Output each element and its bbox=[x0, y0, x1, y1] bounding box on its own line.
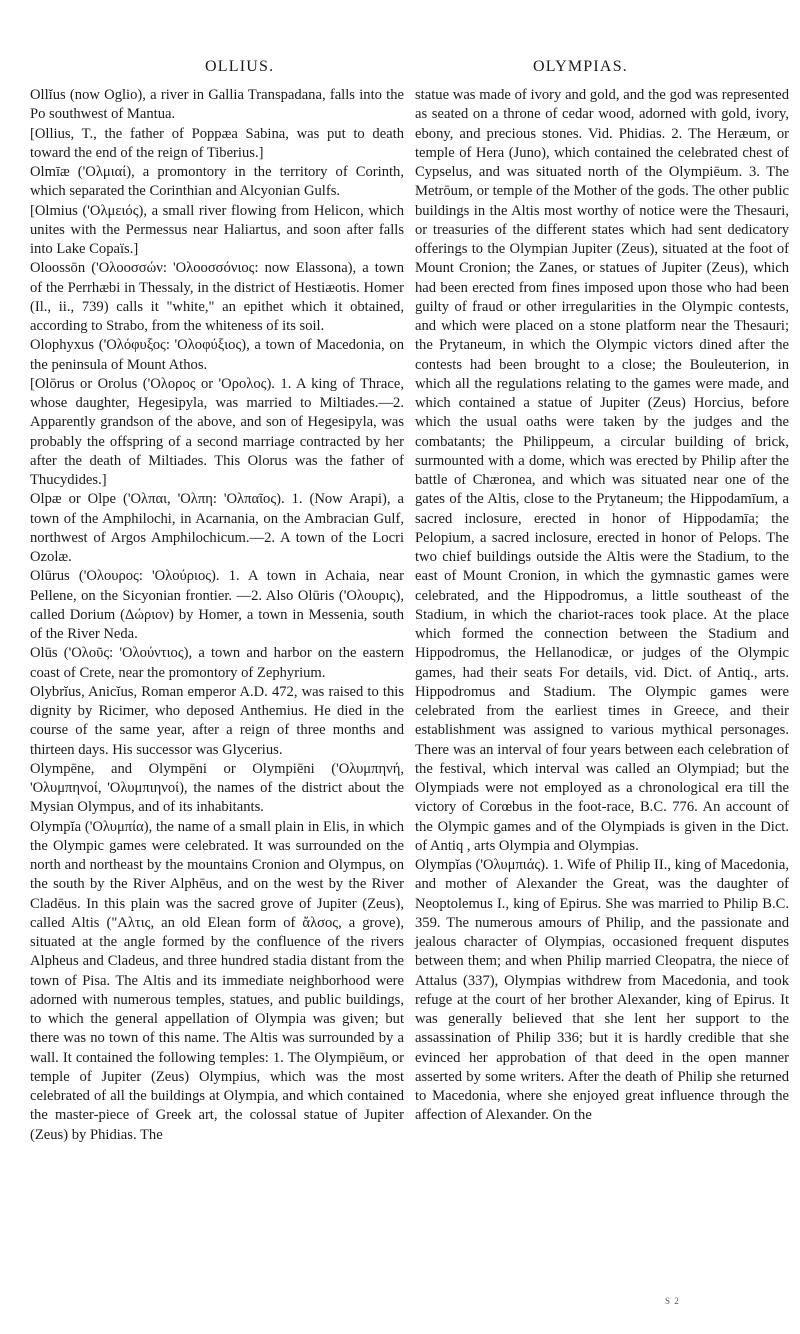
entry-olympene: Olympēne, and Olympēni or Olympiēni ('Ολυμπηνή, 'Ολυμπηνοί, 'Ολυμπιηνοί), the names of the district about the Mysian Olympus, and of its inhabitants. bbox=[30, 760, 404, 816]
entry-olus: Olūs ('Ολοῦς: 'Ολούντιος), a town and harbor on the eastern coast of Crete, near the promontory of Zephyrium. bbox=[30, 645, 404, 681]
entry-ollius-t: [Ollius, T., the father of Poppæa Sabina, was put to death toward the end of the reign of Tiberius.] bbox=[30, 125, 404, 161]
running-head-left: OLLIUS. bbox=[205, 58, 275, 75]
signature-mark: S 2 bbox=[665, 1296, 680, 1306]
entry-olmius: [Olmius ('Ολμειός), a small river flowing from Helicon, which unites with the Permessus near Haliartus, and soon after falls into Lake Copaïs.] bbox=[30, 202, 404, 257]
entry-olpae: Olpæ or Olpe ('Ολπαι, 'Ολπη: 'Ολπαῖος). 1. (Now Arapi), a town of the Amphilochi, in Acarnania, on the Ambracian Gulf, northwest of Argos Amphilochicum.—2. A town of the Locri Ozolæ. bbox=[30, 491, 404, 565]
entry-olympias: Olympĭas ('Ολυμπιάς). 1. Wife of Philip II., king of Macedonia, and mother of Alexander the Great, was the daughter of Neoptolemus I., king of Epirus. She was married to Philip B.C. 359. The numerous amours of Philip, and the passionate and jealous character of Olympias, occasioned frequent disputes between them; and when Philip married Cleopatra, the niece of Attalus (337), Olympias withdrew from Macedonia, and took refuge at the court of her brother Alexander, king of Epirus. It was generally believed that she lent her support to the assassination of Philip 336; but it is hardly credible that she evinced her approbation of that deed in the open manner asserted by some writers. After the death of Philip she returned to Macedonia, where she enjoyed great influence through the affection of Alexander. On the bbox=[415, 857, 789, 1124]
entry-olorus: [Olōrus or Orolus ('Ολορος or 'Ορολος). 1. A king of Thrace, whose daughter, Hegesipyla, was married to Miltiades.—2. Apparently grandson of the above, and son of Hegesipyla, was probably the offspring of a second marriage contracted by her after the death of Miltiades. This Olorus was the father of Thucydides.] bbox=[30, 375, 404, 488]
entry-oloosson: Oloossōn ('Ολοοσσών: 'Ολοοσσόνιος: now Elassona), a town of the Perrhæbi in Thessaly, in the district of Hestiæotis. Homer (Il., ii., 739) calls it "white," an epithet which it obtained, according to Strabo, from the whiteness of its soil. bbox=[30, 260, 404, 334]
entry-ollius: Ollĭus (now Oglio), a river in Gallia Transpadana, falls into the Po southwest of Mantua. bbox=[30, 87, 404, 123]
left-column bbox=[30, 86, 404, 1145]
entry-olophyxus: Olophyxus ('Ολόφυξος: 'Ολοφύξιος), a town of Macedonia, on the peninsula of Mount Athos. bbox=[30, 337, 404, 373]
right-column bbox=[415, 86, 789, 1126]
entry-olympia: Olympĭa ('Ολυμπία), the name of a small plain in Elis, in which the Olympic games were celebrated. It was surrounded on the north and northeast by the mountains Cronion and Olympus, on the south by the River Alphēus, and on the west by the River Cladēus. In this plain was the sacred grove of Jupiter (Zeus), called Altis ("Αλτις, an old Elean form of ἄλσος, a grove), situated at the angle formed by the confluence of the rivers Alpheus and Cladeus, and three hundred stadia distant from the town of Pisa. The Altis and its immediate neighborhood were adorned with numerous temples, statues, and public buildings, to which the general appellation of Olympia was given; but there was no town of this name. The Altis was surrounded by a wall. It contained the following temples: 1. The Olympiēum, or temple of Jupiter (Zeus) Olympius, which was the most celebrated of all the buildings at Olympia, and which contained the master-piece of Greek art, the colossal statue of Jupiter (Zeus) by Phidias. The bbox=[30, 818, 404, 1143]
entry-olympia-continued: statue was made of ivory and gold, and the god was represented as seated on a throne of cedar wood, adorned with gold, ivory, ebony, and precious stones. Vid. Phidias. 2. The Heræum, or temple of Hera (Juno), which contained the celebrated chest of Cypselus, and was situated north of the Olympiēum. 3. The Metrōum, or temple of the Mother of the gods. The other public buildings in the Altis most worthy of notice were the Thesauri, or treasuries of the different states which had sent dedicatory offerings to the Olympian Jupiter (Zeus), situated at the foot of Mount Cronion; the Zanes, or statues of Jupiter (Zeus), which had been erected from fines imposed upon those who had been guilty of fraud or other irregularities in the Olympic contests, and which were placed on a stone platform near the Thesauri; the Prytaneum, in which the Olympic victors dined after the contests had been brought to a close; the Bouleuterion, in which all the regulations relating to the games were made, and which contained a statue of Jupiter (Zeus) Horcius, before which the usual oaths were taken by the judges and the combatants; the Philippeum, a circular building of brick, surmounted with a dome, which was erected by Philip after the battle of Chæronea, and which was situated near one of the gates of the Altis, close to the Prytaneum; the Hippodamīum, a sacred inclosure, erected in honor of Hippodamīa; the Pelopium, a sacred inclosure, erected in honor of Pelops. The two chief buildings outside the Altis were the Stadium, to the east of Mount Cronion, in which the gymnastic games were celebrated, and the Hippodromus, a little southeast of the Stadium, in which the chariot-races took place. At the place which formed the connection between the Stadium and Hippodromus, the Hellanodicæ, or judges of the Olympic games, had their seats For details, vid. Dict. of Antiq., arts. Hippodromus and Stadium. The Olympic games were celebrated from the earliest times in Greece, and their establishment was assigned to various mythical personages. There was an interval of four years between each celebration of the festival, which interval was called an Olympiad; but the Olympiads were not employed as a chronological era till the victory of Corœbus in the foot-race, B.C. 776. An account of the Olympic games and of the Olympiads is given in the Dict. of Antiq , arts Olympia and Olympias. bbox=[415, 87, 789, 854]
entry-olurus: Olūrus ('Ολουρος: 'Ολούριος). 1. A town in Achaia, near Pellene, on the Sicyonian frontier. —2. Also Olūris ('Ολουρις), called Dorium (Δώριον) by Homer, a town in Messenia, south of the River Neda. bbox=[30, 568, 404, 642]
entry-olmiae: Olmīæ ('Ολμιαί), a promontory in the territory of Corinth, which separated the Corinthian and Alcyonian Gulfs. bbox=[30, 164, 404, 200]
entry-olybrius: Olybrĭus, Anicĭus, Roman emperor A.D. 472, was raised to this dignity by Ricimer, who deposed Anthemius. He died in the course of the same year, after a reign of three months and thirteen days. His successor was Glycerius. bbox=[30, 683, 404, 758]
running-head-right: OLYMPIAS. bbox=[533, 58, 628, 75]
